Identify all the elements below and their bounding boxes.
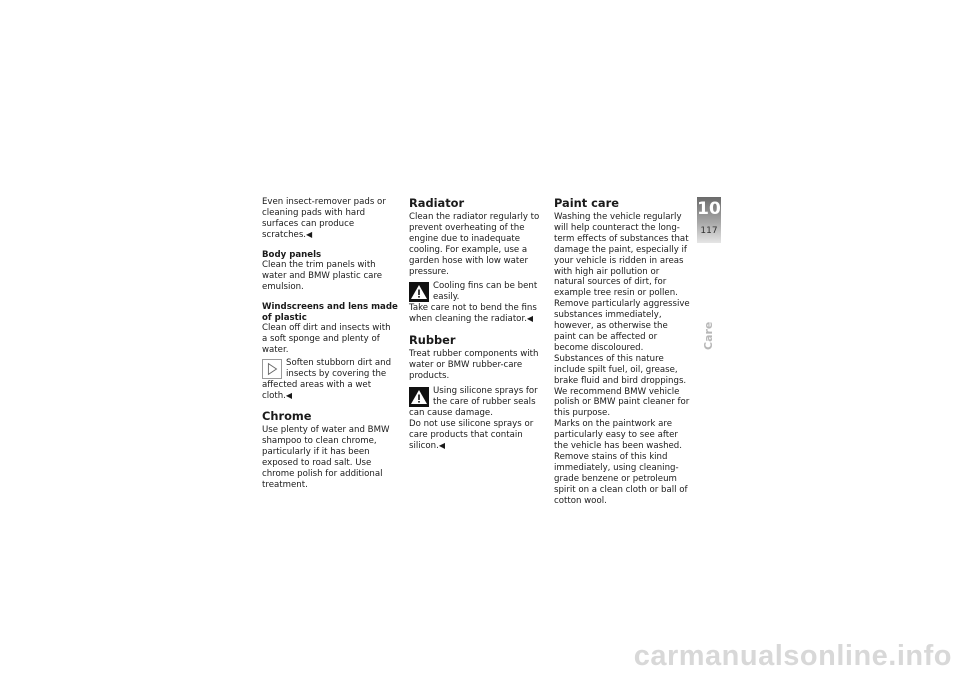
windscreens-heading: Windscreens and lens made of plastic	[262, 301, 398, 323]
paint-care-p2: Remove particularly aggressive substances immediately, however, as otherwise the paint can be affected or become discoloured. Substances of this nature include spilt fuel, oil, grease, brake fluid and bird droppings.	[554, 299, 690, 386]
hint-triangle-icon	[262, 359, 282, 379]
intro-text: Even insect-remover pads or cleaning pads with hard surfaces can produce scratches.◀	[262, 197, 386, 240]
end-mark: ◀	[438, 440, 445, 450]
chapter-number: 10	[697, 199, 721, 219]
warning-icon	[409, 387, 429, 407]
hint-text: Soften stubborn dirt and insects by covering the affected areas with a wet cloth.	[262, 357, 392, 401]
end-mark: ◀	[306, 229, 313, 239]
radiator-warning	[409, 281, 546, 303]
chrome-text: Use plenty of water and BMW shampoo to clean chrome, particularly if it has been exposed to road salt. Use chrome polish for additional treatment.	[262, 425, 390, 490]
paint-care-p3: We recommend BMW vehicle polish or BMW paint cleaner for this purpose.	[554, 386, 690, 419]
rubber-heading: Rubber	[409, 333, 456, 348]
paint-care-p4: Marks on the paintwork are particularly easy to see after the vehicle has been washed. Remove stains of this kind immediately, using cleaning-grade benzene or petroleum spirit on a clean cloth or ball of cotton wool.	[554, 419, 688, 506]
paint-care-heading: Paint care	[554, 196, 619, 210]
rubber-text: Treat rubber components with water or BMW rubber-care products.	[409, 349, 539, 382]
radiator-warning-text: Cooling fins can be bent easily.	[433, 281, 538, 303]
warning-icon	[409, 282, 429, 302]
paint-care-p1: Washing the vehicle regularly will help counteract the long-term effects of substances that damage the paint, especially if your vehicle is ridden in areas with high air pollution or natural sources of dirt, for example tree resin or pollen.	[554, 212, 689, 299]
hint-note	[262, 358, 398, 402]
end-mark: ◀	[285, 390, 293, 400]
chapter-tab	[697, 197, 721, 243]
chrome-heading: Chrome	[262, 409, 312, 424]
body-panels-text: Clean the trim panels with water and BMW plastic care emulsion.	[262, 260, 383, 293]
section-label: Care	[702, 321, 715, 350]
radiator-heading: Radiator	[409, 196, 465, 210]
radiator-warning-detail: Take care not to bend the fins when cleaning the radiator.◀	[409, 303, 537, 325]
radiator-text: Clean the radiator regularly to prevent overheating of the engine due to inadequate cooling. For example, use a garden hose with low water pressure.	[409, 212, 540, 277]
column-3	[554, 197, 690, 506]
watermark: carmanualsonline.info	[633, 640, 952, 672]
column-2	[409, 197, 546, 451]
rubber-warning	[409, 386, 546, 419]
rubber-warning-text: Using silicone sprays for the care of rubber seals can cause damage.	[409, 385, 538, 418]
windscreens-text: Clean off dirt and insects with a soft sponge and plenty of water.	[262, 323, 391, 355]
body-panels-heading: Body panels	[262, 249, 322, 260]
page-number: 117	[700, 226, 718, 236]
rubber-warning-detail: Do not use silicone sprays or care products that contain silicon.◀	[409, 418, 534, 451]
column-1	[262, 197, 398, 491]
end-mark: ◀	[526, 314, 534, 324]
